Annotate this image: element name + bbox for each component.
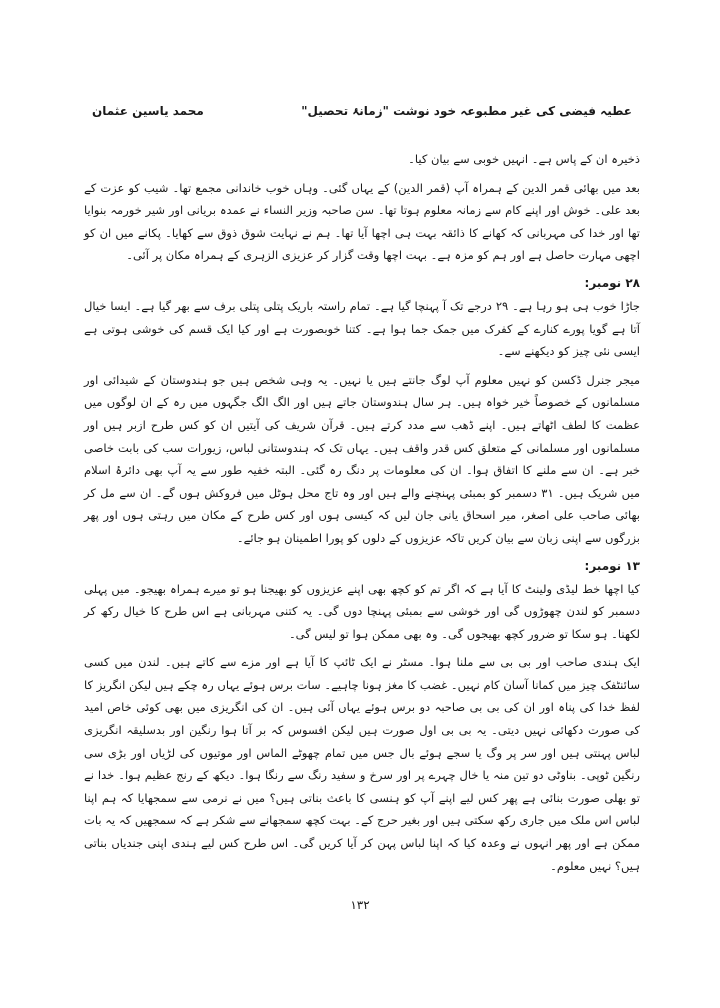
paragraph: میجر جنرل ڈکسن کو نہیں معلوم آپ لوگ جانتے ہیں یا نہیں۔ یہ وہی شخص ہیں جو ہندوستان کے شیدائی اور مسلمانوں کے خصوصاً خیر خواہ ہیں۔ ہر سال ہندوستان جاتے ہیں اور الگ الگ جگہوں میں رہ کے ان لوگوں میں عظمت کا لطف اٹھاتے ہیں۔ اپنے ڈھب سے مدد کرتے ہیں۔ قرآن شریف کی آیتیں ان کو کس طرح ازبر ہیں اور مسلمانوں اور مسلمانی کے متعلق کس قدر واقف ہیں۔ یہاں تک کہ ہندوستانی لباس، زیورات سب کی بابت خاصی خبر ہے۔ ان سے ملنے کا اتفاق ہوا۔ ان کی معلومات پر دنگ رہ گئی۔ البتہ خفیہ طور سے یہ آپ بھی دائرۂ اسلام میں شریک ہیں۔ ۳۱ دسمبر کو بمبئی پہنچنے والے ہیں اور وہ تاج محل ہوٹل میں فروکش ہوں گے۔ ان سے مل کر بھائی صاحب علی اصغر، میر اسحاق یانی جان لیں کہ کیسی ہوں اور کس طرح کے مکان میں رہتی ہوں اور پھر بزرگوں سے اپنی زبان سے بیان کریں تاکہ عزیزوں کے دلوں کو پورا اطمینان ہو جائے۔ xyxy=(84,372,641,545)
author-name: محمد یاسین عثمان xyxy=(92,104,204,118)
paragraph: ذخیرہ ان کے پاس ہے۔ انہیں خوبی سے بیان کیا۔ xyxy=(408,152,640,166)
paragraph: بعد میں بھائی قمر الدین کے ہمراہ آپ (قمر الدین) کے یہاں گئی۔ وہاں خوب خاندانی مجمع تھا۔ شیب کو عزت کے بعد علی۔ خوش اور اپنے کام سے زمانہ معلوم ہوتا تھا۔ سن صاحبہ وزیر النساء نے عمدہ بریانی اور شیر خورمہ بنوایا تھا اور خدا کی مہربانی کہ کھانے کا ذائقہ بہت ہی اچھا آیا تھا۔ ہم نے نہایت شوق ذوق سے کھایا۔ پکانے میں ان کو اچھی مہارت حاصل ہے اور ہم کو مزہ ہے۔ بہت اچھا وقت گزار کر عزیزی الزہری کے ہمراہ مکان پر آئی۔ xyxy=(84,180,640,263)
paragraph: جاڑا خوب ہی ہو رہا ہے۔ ۲۹ درجے تک آ پہنچا گیا ہے۔ تمام راستہ باریک پتلی پتلی برف سے بھر گیا ہے۔ ایسا خیال آتا ہے گویا پورے کنارے کے کفرک میں جمک جما ہوا ہے۔ کتنا خوبصورت ہے اور کیا ایک قسم کی خوشی ہوتی ہے ایسی نئی چیز کو دیکھنے سے۔ xyxy=(84,298,640,359)
paragraph: کیا اچھا خط لیڈی ولینٹ کا آیا ہے کہ اگر تم کو کچھ بھی اپنے عزیزوں کو بھیجنا ہو تو میرے ہمراہ بھیجو۔ میں پہلی دسمبر کو لندن چھوڑوں گی اور خوشی سے بمبئی پہنچا دوں گی۔ یہ کتنی مہربانی ہے اس طرح کا خیال رکھ کر لکھنا۔ ہو سکا تو ضرور کچھ بھیجوں گی۔ وہ بھی ممکن ہوا تو لیس گی۔ xyxy=(84,581,640,641)
paragraph: ایک ہندی صاحب اور بی بی سے ملنا ہوا۔ مسٹر نے ایک ٹائپ کا آیا ہے اور مزے سے کاتے ہیں۔ لندن میں کسی سائنٹفک چیز میں کمانا آسان کام نہیں۔ غضب کا مغز ہونا چاہیے۔ سات برس ہوئے یہاں رہ چکے ہیں لیکن انگریز کا لفظ خدا کی پناہ اور ان کی بی بی صاحبہ دو برس ہوئے یہاں آئی ہیں۔ ان کی انگریزی میں بھی کوئی خاص امید کی صورت دکھائی نہیں دیتی۔ یہ بی بی اول صورت ہیں لیکن افسوس کہ بر آتا ہوا رنگین اور بدسلیقہ انگریزی لباس پہنتی ہیں اور سر پر وگ یا سجے ہوئے بال جس میں تمام چھوٹے الماس اور موتیوں کی لڑیاں اور بڑی سی رنگین ٹوپی۔ بناوٹی دو تین منہ یا خال چہرے پر اور سرخ و سفید رنگ سے رنگا ہوا۔ دیکھ کے رنج عظیم ہوا۔ خدا نے تو بھلی صورت بنائی ہے پھر کس لیے اپنے آپ کو ہنسی کا باعث بناتی ہیں؟ میں نے نرمی سے سمجھایا کہ ہم اپنا لباس اس ملک میں جاری رکھ سکتی ہیں اور بغیر حرج کے۔ بہت کچھ سمجھانے سے شکر ہے کہ سمجھیں کہ یہ بات ممکن ہے اور پھر انہوں نے وعدہ کیا کہ اپنا لباس پہن کر آیا کریں گی۔ اس طرح کس لیے ہندی اپنی جندیاں بناتی ہیں؟ نہیں معلوم۔ xyxy=(84,655,640,873)
date-heading: ۲۸ نومبر: xyxy=(584,275,640,290)
page-number: ۱۳۲ xyxy=(350,898,370,912)
date-heading: ۱۳ نومبر: xyxy=(584,558,640,573)
running-header xyxy=(92,104,632,128)
book-title: عطیہ فیضی کی غیر مطبوعہ خود نوشت "زمانۂ تحصیل" xyxy=(301,104,632,118)
body-text xyxy=(84,148,640,883)
